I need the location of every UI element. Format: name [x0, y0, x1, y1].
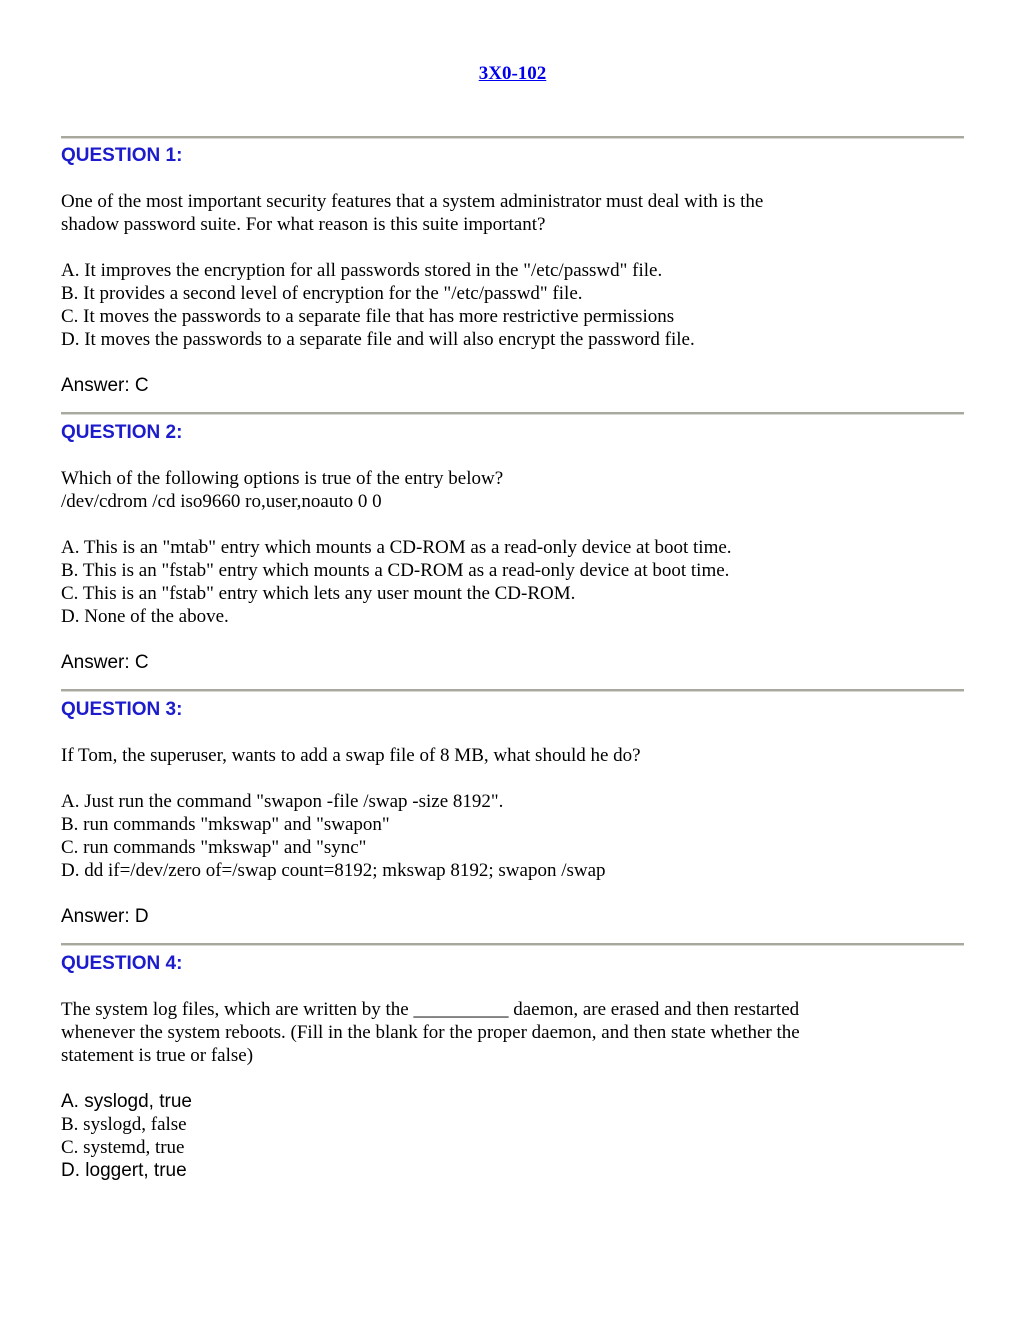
question-4: [61, 952, 964, 1182]
answer-text: Answer: D: [61, 906, 149, 927]
answer-options: [61, 259, 964, 351]
option-a: A. syslogd, true: [61, 1091, 192, 1112]
question-text-line: whenever the system reboots. (Fill in the blank for the proper daemon, and then state whether the: [61, 1022, 800, 1043]
divider: [61, 943, 964, 946]
question-text: [61, 190, 861, 236]
question-text: [61, 744, 861, 767]
divider: [61, 412, 964, 415]
option-d: D. It moves the passwords to a separate file and will also encrypt the password file.: [61, 329, 695, 350]
option-c: C. It moves the passwords to a separate file that has more restrictive permissions: [61, 306, 675, 327]
option-c: C. run commands "mkswap" and "sync": [61, 837, 367, 858]
option-a: A. This is an "mtab" entry which mounts a CD-ROM as a read-only device at boot time.: [61, 537, 732, 558]
question-text-line: statement is true or false): [61, 1045, 254, 1066]
option-d: D. dd if=/dev/zero of=/swap count=8192; mkswap 8192; swapon /swap: [61, 860, 606, 881]
option-c: C. This is an "fstab" entry which lets any user mount the CD-ROM.: [61, 583, 576, 604]
question-2: [61, 421, 964, 674]
answer-text: Answer: C: [61, 375, 149, 396]
option-b: B. syslogd, false: [61, 1114, 187, 1135]
answer-options: [61, 790, 964, 882]
question-text-line: The system log files, which are written by the __________ daemon, are erased and then restarted: [61, 999, 800, 1020]
question-text-line: /dev/cdrom /cd iso9660 ro,user,noauto 0 0: [61, 491, 382, 512]
option-b: B. It provides a second level of encryption for the "/etc/passwd" file.: [61, 283, 583, 304]
option-d: D. loggert, true: [61, 1160, 187, 1181]
option-a: A. Just run the command "swapon -file /swap -size 8192".: [61, 791, 504, 812]
question-3: [61, 698, 964, 928]
question-text-line: Which of the following options is true of the entry below?: [61, 468, 504, 489]
question-1: [61, 144, 964, 397]
answer-options: [61, 536, 964, 628]
question-text-line: If Tom, the superuser, wants to add a swap file of 8 MB, what should he do?: [61, 745, 641, 766]
answer-options: [61, 1090, 964, 1182]
divider: [61, 689, 964, 692]
option-d: D. None of the above.: [61, 606, 229, 627]
question-heading: QUESTION 3:: [61, 699, 183, 720]
question-text-line: shadow password suite. For what reason is this suite important?: [61, 214, 546, 235]
question-text: [61, 998, 861, 1067]
option-a: A. It improves the encryption for all passwords stored in the "/etc/passwd" file.: [61, 260, 663, 281]
question-text: [61, 467, 861, 513]
question-text-line: One of the most important security features that a system administrator must deal with is the: [61, 191, 764, 212]
option-b: B. run commands "mkswap" and "swapon": [61, 814, 390, 835]
question-heading: QUESTION 1:: [61, 145, 183, 166]
divider: [61, 136, 964, 139]
option-c: C. systemd, true: [61, 1137, 185, 1158]
option-b: B. This is an "fstab" entry which mounts a CD-ROM as a read-only device at boot time.: [61, 560, 730, 581]
question-heading: QUESTION 4:: [61, 953, 183, 974]
document-title-link[interactable]: 3X0-102: [478, 63, 547, 84]
question-heading: QUESTION 2:: [61, 422, 183, 443]
answer-text: Answer: C: [61, 652, 149, 673]
